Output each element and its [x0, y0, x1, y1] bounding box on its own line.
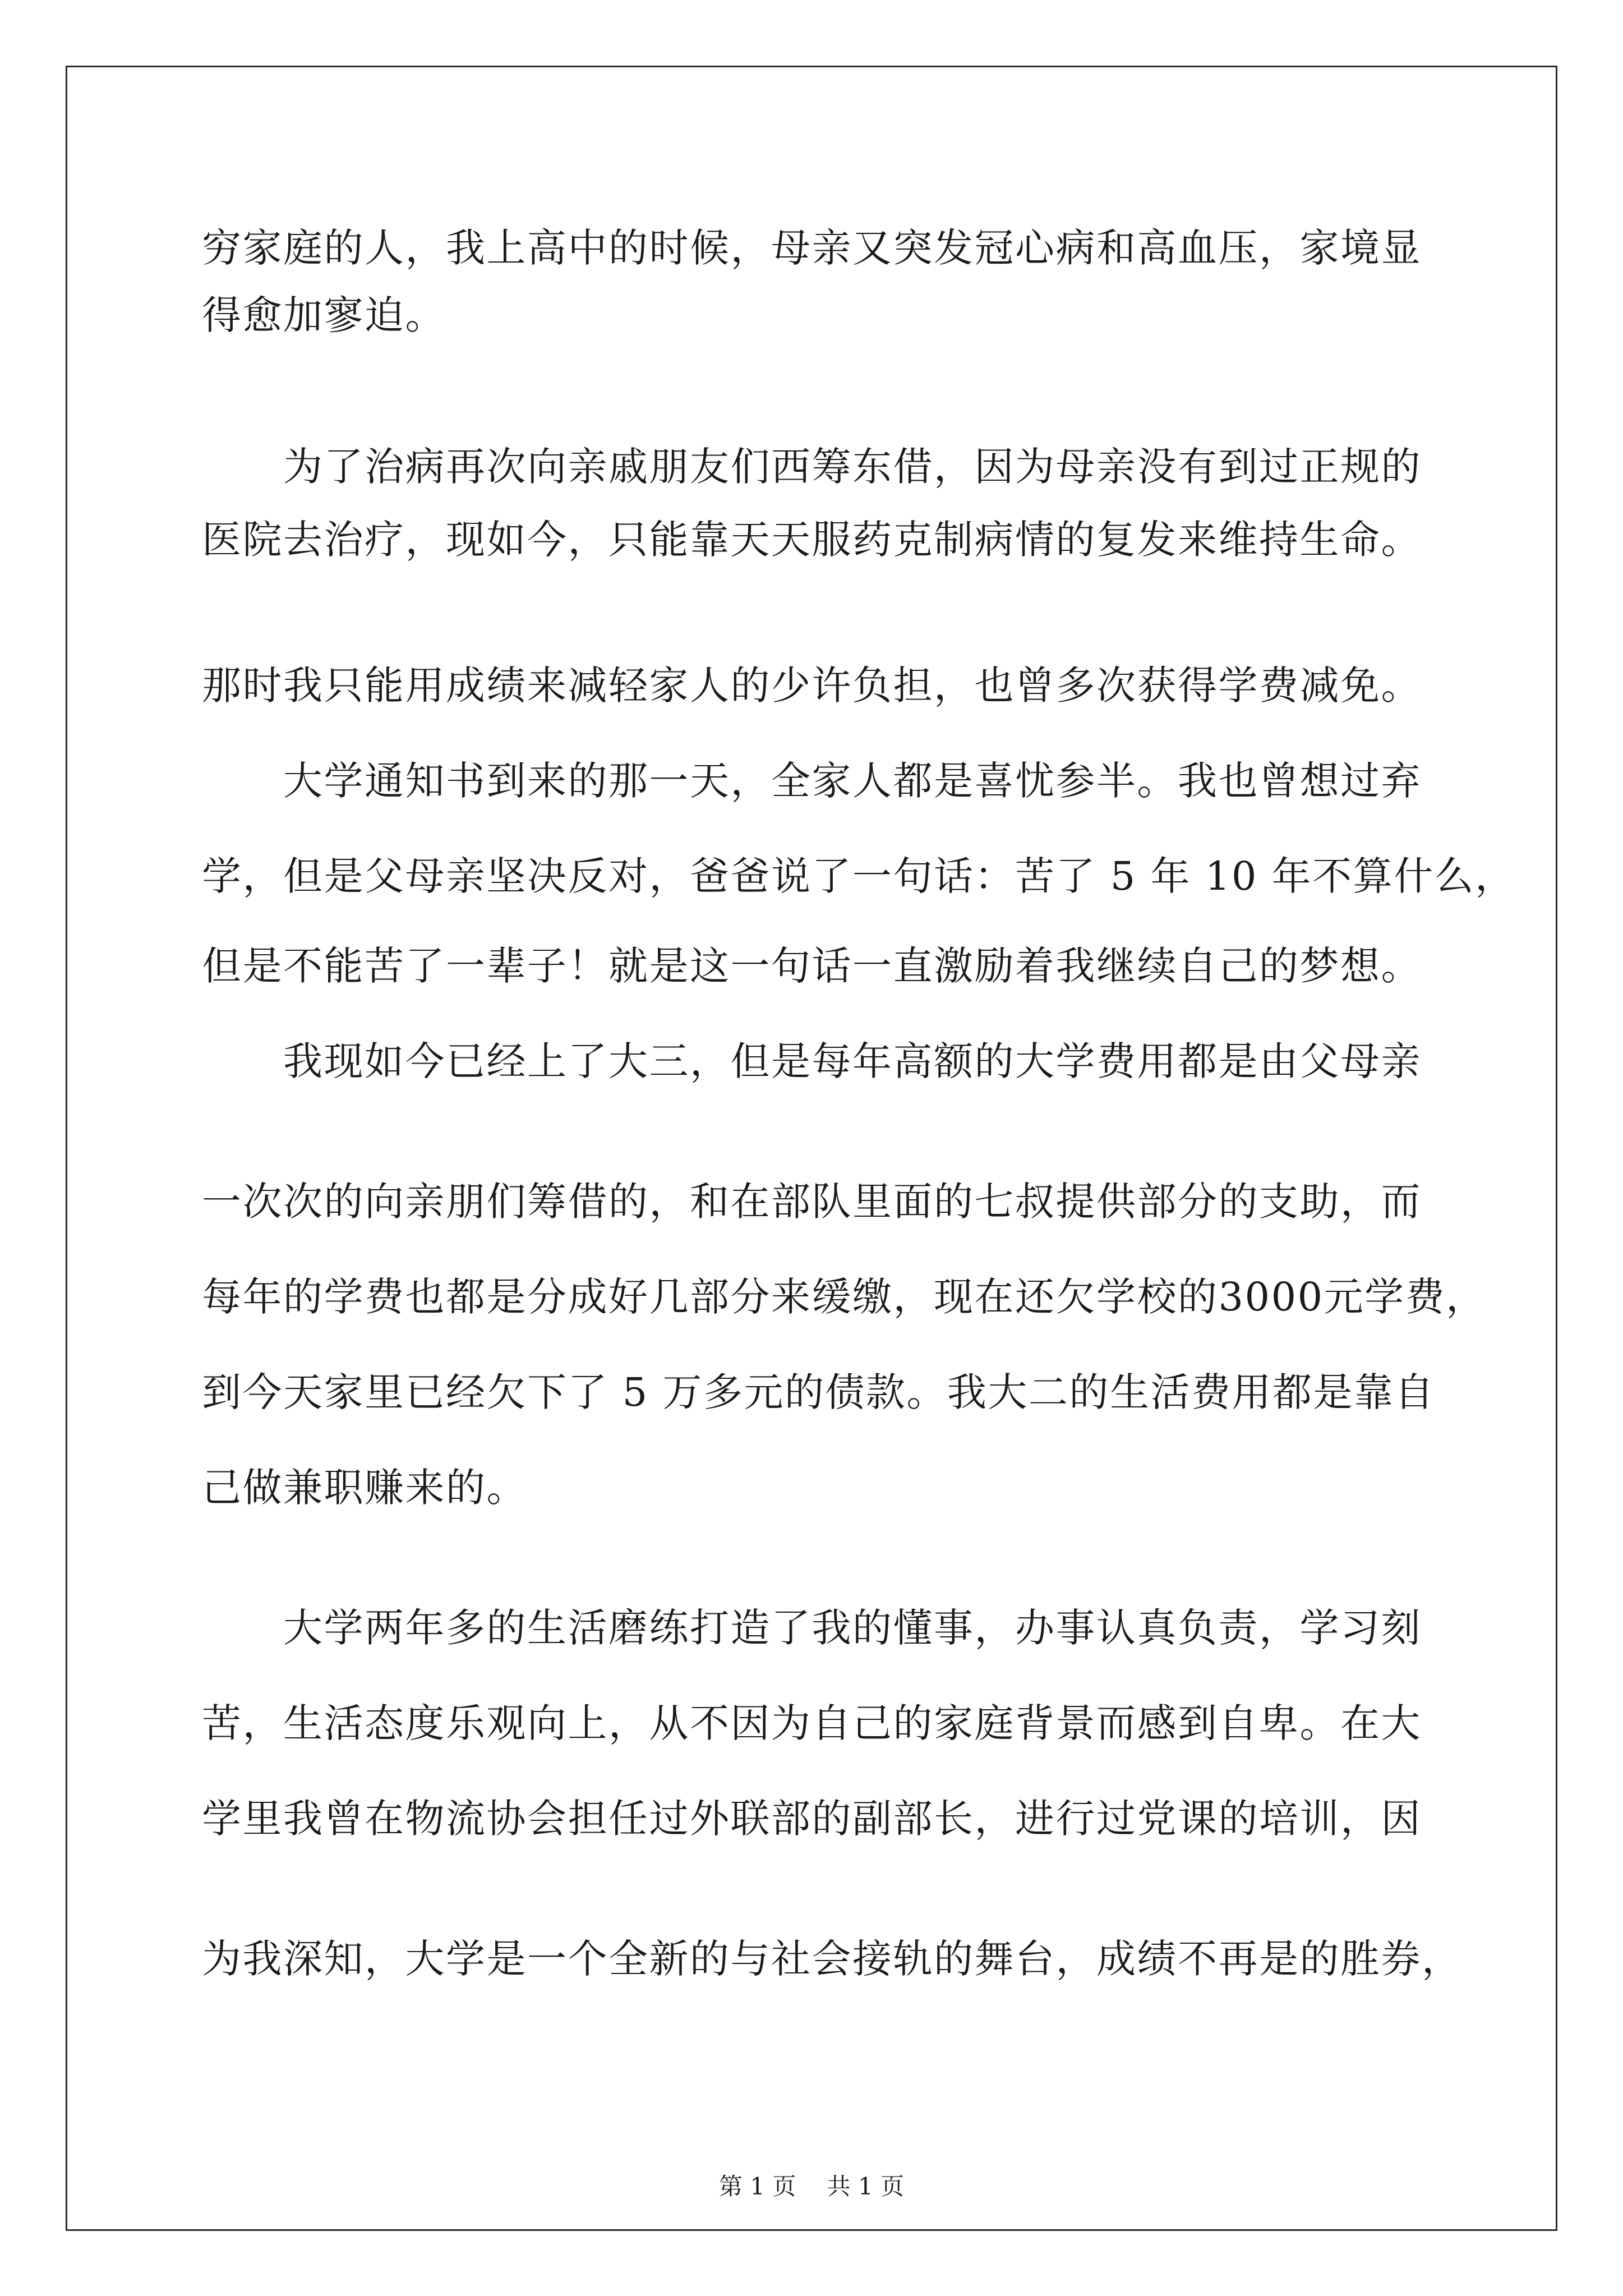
text-line-11: 每年的学费也都是分成好几部分来缓缴，现在还欠学校的3000元学费，: [202, 1274, 1487, 1320]
text-line-17: 为我深知，大学是一个全新的与社会接轨的舞台，成绩不再是的胜券，: [202, 1936, 1463, 1982]
text-line-5: 那时我只能用成绩来减轻家人的少许负担，也曾多次获得学费减免。: [202, 662, 1422, 708]
text-line-1: 穷家庭的人，我上高中的时候，母亲又突发冠心病和高血压，家境显: [202, 225, 1422, 271]
text-line-7: 学，但是父母亲坚决反对，爸爸说了一句话：苦了 5 年 10 年不算什么，: [202, 853, 1516, 899]
text-line-2: 得愈加寥迫。: [202, 292, 446, 338]
text-line-4: 医院去治疗，现如今，只能靠天天服药克制病情的复发来维持生命。: [202, 517, 1422, 563]
text-line-3: 为了治病再次向亲戚朋友们西筹东借，因为母亲没有到过正规的: [202, 444, 1422, 490]
text-line-12: 到今天家里已经欠下了 5 万多元的债款。我大二的生活费用都是靠自: [202, 1369, 1436, 1415]
page-number-footer: 第 1 页 共 1 页: [718, 2173, 905, 2200]
text-line-10: 一次次的向亲朋们筹借的，和在部队里面的七叔提供部分的支助，而: [202, 1179, 1422, 1225]
text-line-6: 大学通知书到来的那一天，全家人都是喜忧参半。我也曾想过弃: [202, 758, 1422, 804]
text-line-14: 大学两年多的生活磨练打造了我的懂事，办事认真负责，学习刻: [202, 1605, 1422, 1651]
text-line-15: 苦，生活态度乐观向上，从不因为自己的家庭背景而感到自卑。在大: [202, 1700, 1422, 1746]
text-line-16: 学里我曾在物流协会担任过外联部的副部长，进行过党课的培训，因: [202, 1796, 1422, 1842]
page-border: [66, 66, 1557, 2231]
text-line-9: 我现如今已经上了大三，但是每年高额的大学费用都是由父母亲: [202, 1038, 1422, 1084]
text-line-13: 己做兼职赚来的。: [202, 1465, 527, 1511]
text-line-8: 但是不能苦了一辈子！就是这一句话一直激励着我继续自己的梦想。: [202, 943, 1422, 989]
